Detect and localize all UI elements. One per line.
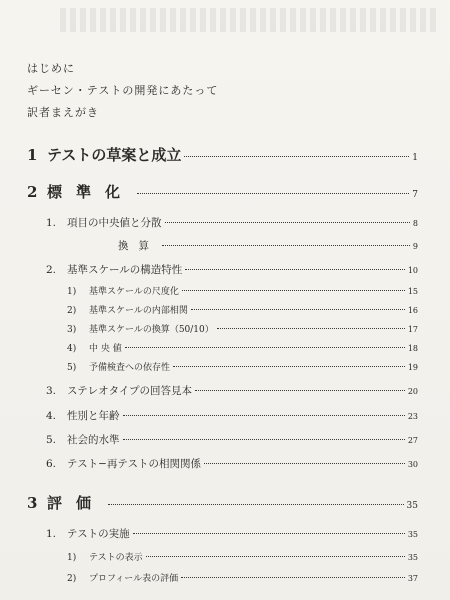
- page-number: 23: [407, 412, 418, 421]
- section-number: 6.: [46, 458, 57, 470]
- section-number: 5.: [46, 434, 57, 446]
- dot-leader: [123, 439, 405, 440]
- toc-subsection-4: [67, 341, 418, 354]
- dot-leader: [173, 366, 405, 367]
- section-title: テストの実施: [67, 528, 130, 540]
- chapter-number: 3: [27, 494, 38, 512]
- toc-subsection-3-1-2: [67, 571, 418, 584]
- dot-leader: [181, 577, 405, 578]
- toc-subsection-3: [67, 322, 418, 335]
- chapter-number: 2: [27, 183, 38, 201]
- section-title: テスト−再テストの相関関係: [67, 458, 201, 470]
- section-number: 2.: [46, 264, 57, 276]
- subsection-number: 1): [67, 287, 77, 297]
- dot-leader: [133, 533, 405, 534]
- dot-leader: [184, 156, 409, 157]
- subsection-title: プロフィール表の評価: [89, 574, 179, 584]
- page-number: 7: [412, 190, 418, 200]
- subsection-title: 中 央 値: [89, 344, 122, 354]
- toc-section-2-2: [46, 262, 418, 277]
- dot-leader: [185, 269, 405, 270]
- toc-section-2-5: [46, 432, 418, 447]
- bleed-through: [60, 8, 440, 32]
- section-title: 基準スケールの構造特性: [67, 264, 183, 276]
- page-number: 10: [407, 266, 418, 275]
- page-number: 35: [407, 530, 418, 539]
- page-number: 9: [412, 242, 418, 251]
- subsection-number: 2): [67, 574, 77, 584]
- page-number: 30: [407, 460, 418, 469]
- page-number: 18: [407, 344, 418, 353]
- toc-section-2-3: [46, 383, 418, 398]
- page-number: 27: [407, 436, 418, 445]
- section-number: 4.: [46, 410, 57, 422]
- dot-leader: [108, 504, 404, 505]
- subsection-title: 基準スケールの内部相関: [89, 306, 188, 316]
- page-number: 35: [406, 501, 418, 511]
- subsection-title: テストの表示: [89, 553, 143, 563]
- page-number: 19: [407, 363, 418, 372]
- toc-section-2-4: [46, 408, 418, 423]
- toc-section-2-6: [46, 456, 418, 471]
- section-title: 換算: [118, 240, 159, 252]
- subsection-number: 4): [67, 344, 77, 354]
- subsection-number: 1): [67, 553, 77, 563]
- dot-leader: [146, 556, 405, 557]
- toc-section-2-1: [46, 215, 418, 230]
- section-number: 1.: [46, 217, 57, 229]
- subsection-number: 2): [67, 306, 77, 316]
- dot-leader: [165, 222, 410, 223]
- section-title: ステレオタイプの回答見本: [67, 385, 193, 397]
- page-number: 17: [407, 325, 418, 334]
- toc-subsection-1: [67, 284, 418, 297]
- dot-leader: [125, 347, 405, 348]
- dot-leader: [162, 245, 410, 246]
- toc-subsection-2: [67, 303, 418, 316]
- page-number: 15: [407, 287, 418, 296]
- chapter-title: 評価: [47, 494, 106, 512]
- section-number: 3.: [46, 385, 57, 397]
- subsection-title: 予備検査への依存性: [89, 363, 171, 373]
- dot-leader: [123, 415, 405, 416]
- page-number: 35: [407, 553, 418, 562]
- toc-chapter-1: [27, 144, 418, 165]
- subsection-number: 3): [67, 325, 77, 335]
- front-item-translator-preface: 訳者まえがき: [27, 106, 99, 119]
- page-number: 8: [412, 219, 418, 228]
- subsection-number: 5): [67, 363, 77, 373]
- page-number: 16: [407, 306, 418, 315]
- chapter-number: 1: [27, 146, 38, 164]
- toc-chapter-2: [27, 181, 418, 202]
- dot-leader: [217, 328, 405, 329]
- page-number: 20: [407, 387, 418, 396]
- toc-subsection-3-1-1: [67, 550, 418, 563]
- subsection-title: 基準スケールの換算（50/10）: [89, 325, 214, 335]
- page-number: 1: [412, 153, 418, 163]
- section-number: 1.: [46, 528, 57, 540]
- section-title: 社会的水準: [67, 434, 120, 446]
- front-item-hajimeni: はじめに: [27, 62, 75, 75]
- subsection-title: 基準スケールの尺度化: [89, 287, 179, 297]
- dot-leader: [191, 309, 405, 310]
- section-title: 性別と年齢: [67, 410, 120, 422]
- chapter-title: テストの草案と成立: [47, 146, 182, 164]
- toc-section-kansan: [118, 238, 418, 253]
- front-item-development: ギーセン・テストの開発にあたって: [27, 84, 219, 97]
- page-number: 37: [407, 574, 418, 583]
- dot-leader: [204, 463, 405, 464]
- dot-leader: [182, 290, 405, 291]
- toc-section-3-1: [46, 526, 418, 541]
- toc-subsection-5: [67, 360, 418, 373]
- chapter-title: 標準化: [47, 183, 135, 201]
- toc-chapter-3: [27, 492, 418, 513]
- dot-leader: [137, 193, 409, 194]
- section-title: 項目の中央値と分散: [67, 217, 162, 229]
- dot-leader: [195, 390, 405, 391]
